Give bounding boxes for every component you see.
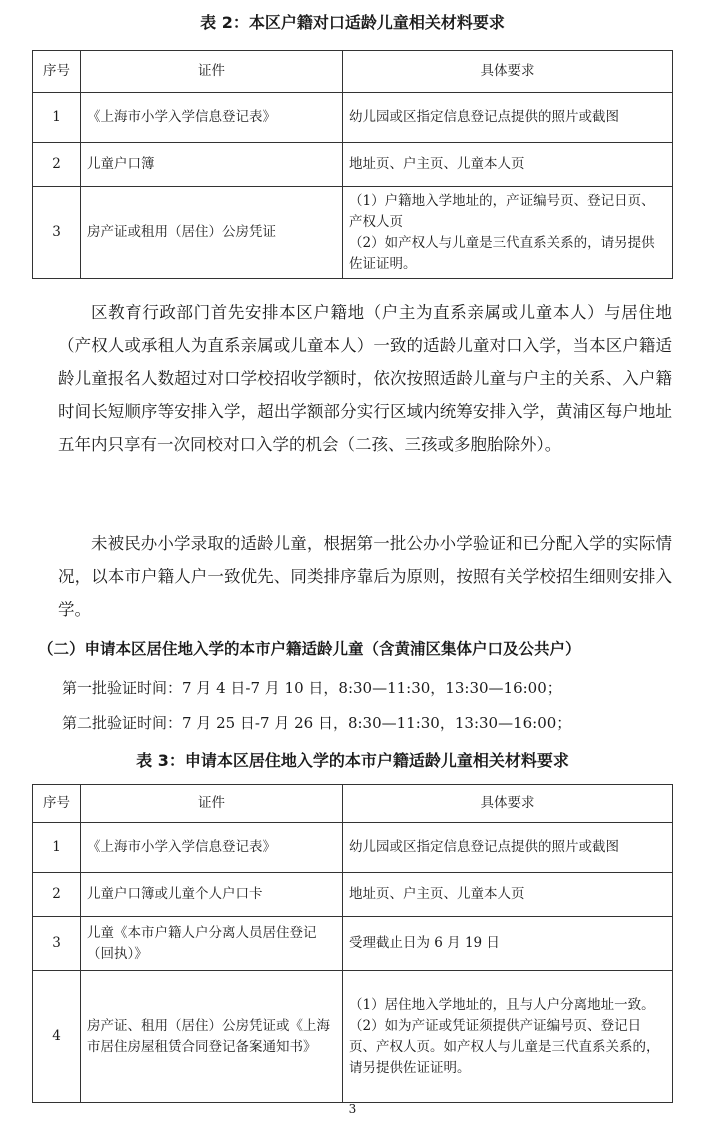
requirement-line: 地址页、户主页、儿童本人页 bbox=[349, 886, 525, 902]
table2-title: 表 2：本区户籍对口适龄儿童相关材料要求 bbox=[200, 13, 505, 32]
row-requirement bbox=[343, 143, 673, 187]
row-no: 2 bbox=[33, 873, 81, 917]
paragraph-unadmitted-children: 未被民办小学录取的适龄儿童，根据第一批公办小学验证和已分配入学的实际情况，以本市户籍人户一致优先、同类排序靠后为原则，按照有关学校招生细则安排入学。 bbox=[58, 534, 672, 619]
table3-header-row bbox=[33, 785, 673, 823]
table-row bbox=[33, 971, 673, 1103]
table3 bbox=[32, 784, 673, 1103]
row-document: 房产证、租用（居住）公房凭证或《上海市居住房屋租赁合同登记备案通知书》 bbox=[81, 971, 343, 1103]
row-no: 4 bbox=[33, 971, 81, 1103]
row-no: 2 bbox=[33, 143, 81, 187]
table2 bbox=[32, 50, 673, 279]
row-requirement bbox=[343, 187, 673, 279]
table-row bbox=[33, 873, 673, 917]
header-requirement: 具体要求 bbox=[343, 51, 673, 93]
row-requirement bbox=[343, 971, 673, 1103]
table-row bbox=[33, 823, 673, 873]
requirement-line: （2）如为产证或凭证须提供产证编号页、登记日页、产权人页。如产权人与儿童是三代直系关系的，请另提供佐证证明。 bbox=[349, 1017, 660, 1076]
requirement-line: 幼儿园或区指定信息登记点提供的照片或截图 bbox=[349, 839, 619, 855]
row-document: 儿童户口簿或儿童个人户口卡 bbox=[81, 873, 343, 917]
requirement-line: （2）如产权人与儿童是三代直系关系的，请另提供佐证证明。 bbox=[349, 234, 655, 272]
row-document: 房产证或租用（居住）公房凭证 bbox=[81, 187, 343, 279]
row-document: 《上海市小学入学信息登记表》 bbox=[81, 93, 343, 143]
verification-time-first: 第一批验证时间：7 月 4 日-7 月 10 日，8:30—11:30，13:30—16:00； bbox=[62, 679, 562, 697]
row-document: 儿童《本市户籍人户分离人员居住登记（回执）》 bbox=[81, 917, 343, 971]
row-no: 3 bbox=[33, 917, 81, 971]
section-heading: （二）申请本区居住地入学的本市户籍适龄儿童（含黄浦区集体户口及公共户） bbox=[38, 640, 581, 658]
table-row bbox=[33, 187, 673, 279]
header-requirement: 具体要求 bbox=[343, 785, 673, 823]
row-no: 1 bbox=[33, 93, 81, 143]
row-requirement bbox=[343, 823, 673, 873]
table-row bbox=[33, 917, 673, 971]
header-no: 序号 bbox=[33, 51, 81, 93]
verification-time-second: 第二批验证时间：7 月 25 日-7 月 26 日，8:30—11:30，13:30—16:00； bbox=[62, 714, 572, 732]
row-document: 《上海市小学入学信息登记表》 bbox=[81, 823, 343, 873]
table2-header-row bbox=[33, 51, 673, 93]
table-row bbox=[33, 93, 673, 143]
row-requirement bbox=[343, 93, 673, 143]
row-document: 儿童户口簿 bbox=[81, 143, 343, 187]
page-number: 3 bbox=[348, 1102, 357, 1116]
table-row bbox=[33, 143, 673, 187]
header-no: 序号 bbox=[33, 785, 81, 823]
requirement-line: （1）户籍地入学地址的，产证编号页、登记日页、产权人页 bbox=[349, 192, 655, 230]
row-requirement bbox=[343, 873, 673, 917]
requirement-line: 幼儿园或区指定信息登记点提供的照片或截图 bbox=[349, 109, 619, 125]
header-document: 证件 bbox=[81, 51, 343, 93]
header-document: 证件 bbox=[81, 785, 343, 823]
requirement-line: （1）居住地入学地址的，且与人户分离地址一致。 bbox=[349, 996, 655, 1013]
requirement-line: 受理截止日为 6 月 19 日 bbox=[349, 935, 500, 951]
row-no: 3 bbox=[33, 187, 81, 279]
paragraph-enrollment-rules: 区教育行政部门首先安排本区户籍地（户主为直系亲属或儿童本人）与居住地（产权人或承租人为直系亲属或儿童本人）一致的适龄儿童对口入学，当本区户籍适龄儿童报名人数超过对口学校招收学额时，依次按照适龄儿童与户主的关系、入户籍时间长短顺序等安排入学，超出学额部分实行区域内统筹安排入学，黄浦区每户地址五年内只享有一次同校对口入学的机会（二孩、三孩或多胞胎除外）。 bbox=[58, 303, 672, 454]
table3-title: 表 3：申请本区居住地入学的本市户籍适龄儿童相关材料要求 bbox=[136, 751, 569, 770]
requirement-line: 地址页、户主页、儿童本人页 bbox=[349, 156, 525, 172]
row-requirement bbox=[343, 917, 673, 971]
row-no: 1 bbox=[33, 823, 81, 873]
